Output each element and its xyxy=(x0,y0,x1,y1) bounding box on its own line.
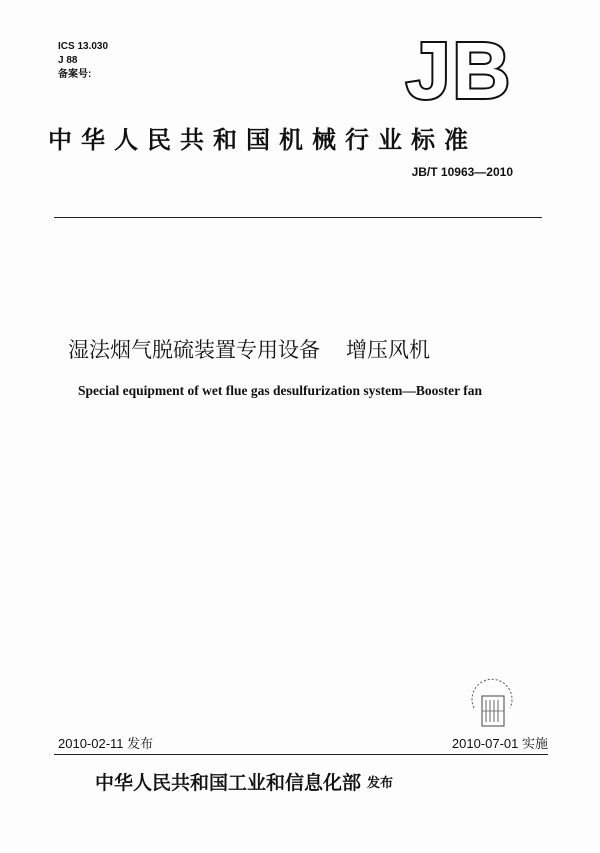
issuing-authority xyxy=(95,768,393,795)
footer-divider xyxy=(54,754,548,755)
implementation-date: 2010-07-01 实施 xyxy=(451,736,548,751)
registration-stamp-icon xyxy=(462,678,522,734)
title-chinese xyxy=(68,334,538,364)
classification-code: J 88 xyxy=(58,55,78,66)
issue-date: 2010-02-11 发布 xyxy=(58,736,154,751)
standard-category-heading: 中华人民共和国机械行业标准 xyxy=(48,126,477,154)
title-english: Special equipment of wet flue gas desulfurization system—Booster fan xyxy=(78,383,482,398)
title-chinese-main: 湿法烟气脱硫装置专用设备 xyxy=(68,338,320,362)
title-chinese-sub: 增压风机 xyxy=(346,338,430,362)
meta-block xyxy=(58,40,108,82)
jb-logo xyxy=(400,36,518,104)
jb-logo-text: JB xyxy=(405,36,513,104)
issuer-suffix: 发布 xyxy=(367,776,394,791)
record-number-label: 备案号: xyxy=(58,69,92,80)
issuer-name: 中华人民共和国工业和信息化部 xyxy=(95,772,362,794)
header-divider xyxy=(54,217,542,218)
ics-code: ICS 13.030 xyxy=(58,41,109,52)
standard-number: JB/T 10963—2010 xyxy=(411,165,513,179)
